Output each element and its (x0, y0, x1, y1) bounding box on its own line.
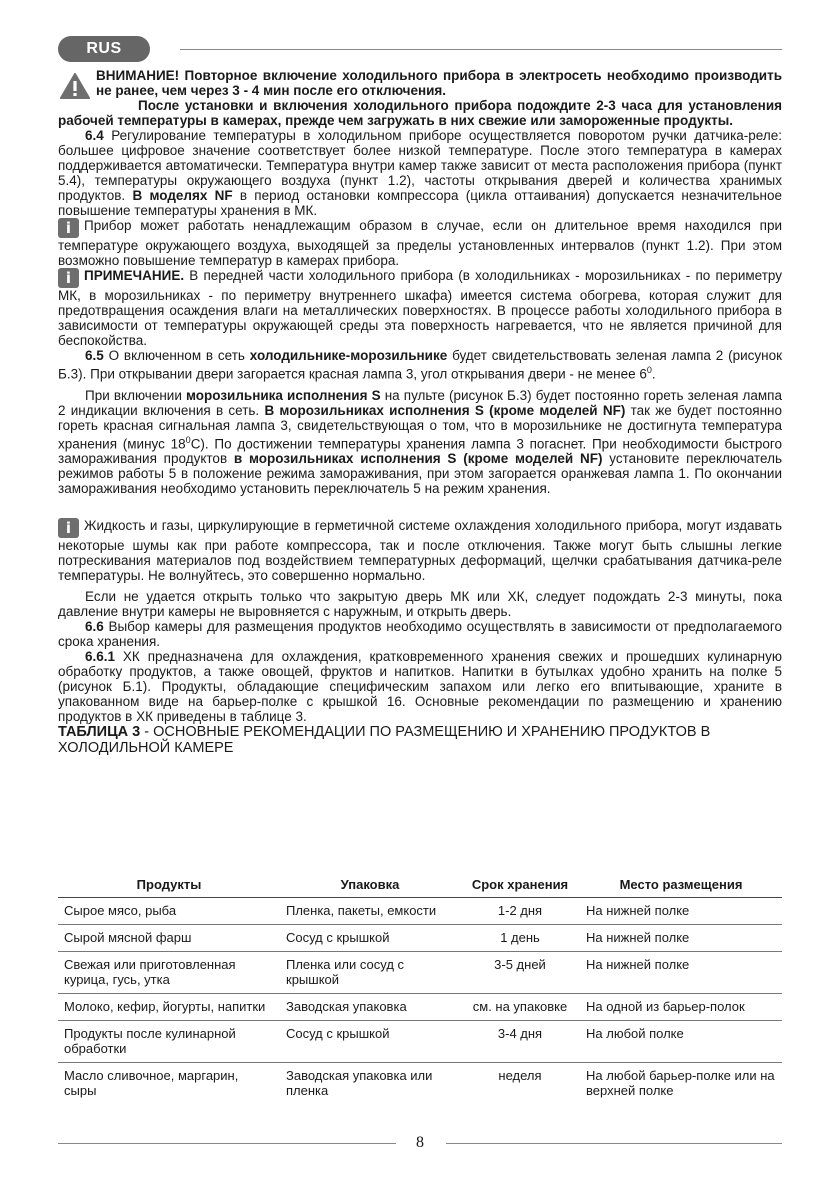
table-row (58, 925, 782, 952)
header-rule (180, 49, 782, 50)
table-row (58, 898, 782, 925)
storage-table (58, 872, 782, 1104)
freezer-paragraph (58, 388, 782, 497)
info-paragraph-1-text: Прибор может работать ненадлежащим образом в случае, если он длительное время находился при температуре окружающего воздуха, выходящей за пределы установленных интервалов (пункт 1.2). При этом возможно повышение температур в камерах прибора. (58, 218, 782, 268)
note-label: ПРИМЕЧАНИЕ. (84, 268, 185, 283)
table-cell: Заводская упаковка или пленка (286, 1068, 433, 1098)
section-6-6-1 (58, 649, 782, 724)
section-6-6-number: 6.6 (85, 619, 104, 634)
footer-rule-right (446, 1143, 782, 1144)
info-icon: i (58, 218, 79, 238)
warning-icon (60, 73, 90, 99)
section-6-6-1-number: 6.6.1 (85, 649, 116, 664)
warning-block (58, 68, 782, 98)
table-row (58, 994, 782, 1021)
table-cell: Пленка или сосуд с крышкой (280, 952, 460, 994)
section-6-6-1-text: ХК предназначена для охлаждения, кратковременного хранения свежих и прошедших кулинарную обработку продуктов, а также овощей, фруктов и напитков. Напитки в бутылках удобно хранить на полке 5 (рисунок Б.1). Продукты, обладающие специфическим запахом или легко его впитывающие, храните в упакованном виде на барьер-полке с крышкой 16. Основные рекомендации по размещению и хранению продуктов в ХК приведены в таблице 3. (58, 649, 782, 724)
table-cell: На любой полке (580, 1021, 782, 1063)
table-caption (58, 724, 782, 756)
degree-sup: 0 (646, 365, 652, 375)
section-6-4-number: 6.4 (85, 128, 104, 143)
info-paragraph-1 (58, 218, 782, 268)
section-6-5-bold: холодильнике-морозильнике (249, 348, 448, 363)
freezer-text-1: При включении (85, 387, 186, 403)
degree-sup: 0 (185, 434, 191, 445)
table-cell: неделя (498, 1068, 542, 1083)
table-row (58, 952, 782, 994)
table-cell: На одной из барьер-полок (580, 994, 782, 1021)
table-cell: На нижней полке (580, 925, 782, 952)
freezer-bold-3: в морозильниках исполнения S (кроме моделей NF) (233, 451, 603, 466)
section-6-5-text-3: . (651, 366, 656, 382)
column-header: Срок хранения (460, 872, 580, 898)
table-cell: Сосуд с крышкой (280, 925, 460, 952)
info-paragraph-2 (58, 518, 782, 583)
table-cell: Продукты после кулинарной обработки (58, 1021, 280, 1063)
section-6-4 (58, 128, 782, 218)
table-header-row (58, 872, 782, 898)
table-cell: Сырое мясо, рыба (58, 898, 280, 925)
note-paragraph (58, 268, 782, 348)
language-badge: RUS (58, 36, 150, 62)
table-cell: Свежая или приготовленная курица, гусь, утка (58, 952, 280, 994)
column-header: Упаковка (280, 872, 460, 898)
table-row (58, 1021, 782, 1063)
column-header: Продукты (58, 872, 280, 898)
freezer-text-4: С). По достижении температуры хранения лампа 3 погаснет. При необходимости быстрого замораживания продуктов (58, 436, 782, 466)
table-cell: На нижней полке (580, 952, 782, 994)
table-cell: Молоко, кефир, йогурты, напитки (58, 994, 280, 1021)
section-6-6-text: Выбор камеры для размещения продуктов необходимо осуществлять в зависимости от предполагаемого срока хранения. (58, 619, 782, 649)
footer (58, 1134, 782, 1154)
table-caption-bold: ТАБЛИЦА 3 (58, 724, 141, 740)
table-cell: 3-5 дней (460, 952, 580, 994)
section-6-6 (58, 619, 782, 649)
section-6-5-text-2: будет свидетельствовать зеленая лампа 2 (рисунок Б.3). При открывании двери загорается красная лампа 3, угол открывания двери - не менее 6 (58, 348, 782, 382)
note-text: В передней части холодильного прибора (в холодильниках - морозильниках - по периметру МК, в морозильниках - по периметру внутреннего шкафа) имеется система обогрева, которая служит для предотвращения осаждения влаги на металлических поверхностях. В процессе работы холодильного прибора в зависимости от температуры окружающей среды эта поверхность нагревается, что не является причиной для беспокойства. (58, 268, 782, 348)
header (58, 36, 782, 62)
section-6-5-text: О включенном в сеть (103, 348, 250, 363)
freezer-text-5: установите переключатель режимов работы 5 в положение режима замораживания, при этом загорается оранжевая лампа 1. По окончании замораживания необходимо установить переключатель 5 на режим хранения. (58, 451, 782, 496)
table-cell: Сосуд с крышкой (280, 1021, 460, 1063)
table-cell: 3-4 дня (460, 1021, 580, 1063)
document-body (58, 68, 782, 756)
info-icon: i (58, 268, 79, 288)
freezer-text-2: на пульте (рисунок Б.3) будет постоянно гореть зеленая лампа 2 индикации включения в сеть. (58, 387, 782, 418)
section-6-4-text: Регулирование температуры в холодильном приборе осуществляется поворотом ручки датчика-реле: большее цифровое значение соответствует более низкой температуре. После этого температура в камерах поддерживается автоматически. Температура внутри камер также зависит от места расположения прибора (пункт 5.4), температуры окружающего воздуха (пункт 1.2), частоты открывания дверей и количества хранимых продуктов. (58, 128, 782, 203)
page-number: 8 (416, 1134, 424, 1151)
info-paragraph-2-text: Жидкость и газы, циркулирующие в герметичной системе охлаждения холодильного прибора, могут издавать некоторые шумы как при работе компрессора, так и после отключения. Также могут быть слышны легкие потрескивания материалов под воздействием температурных деформаций, щелчки срабатывания датчика-реле температуры. Не волнуйтесь, это совершенно нормально. (58, 518, 782, 583)
section-6-4-text-2: в период остановки компрессора (цикла оттаивания) допускается незначительное повышение температуры хранения в МК. (58, 188, 782, 218)
table-cell: На любой барьер-полке или на верхней полке (586, 1068, 775, 1098)
door-paragraph: Если не удается открыть только что закрытую дверь МК или ХК, следует подождать 2-3 минуты, пока давление внутри камеры не выровняется с наружным, и открыть дверь. (58, 589, 782, 619)
table-cell: 1-2 дня (460, 898, 580, 925)
freezer-bold-1: морозильника исполнения S (185, 387, 381, 403)
section-6-4-bold: В моделях NF (132, 188, 233, 203)
table-row (58, 1063, 782, 1105)
table-cell: см. на упаковке (460, 994, 580, 1021)
table-cell: Заводская упаковка (280, 994, 460, 1021)
table-cell: 1 день (460, 925, 580, 952)
table-caption-text: - ОСНОВНЫЕ РЕКОМЕНДАЦИИ ПО РАЗМЕЩЕНИЮ И ХРАНЕНИЮ ПРОДУКТОВ В ХОЛОДИЛЬНОЙ КАМЕРЕ (58, 724, 711, 756)
info-icon: i (58, 518, 79, 538)
table-cell: Сырой мясной фарш (58, 925, 280, 952)
table-cell: Пленка, пакеты, емкости (280, 898, 460, 925)
table-cell: На нижней полке (580, 898, 782, 925)
column-header: Место размещения (580, 872, 782, 898)
section-6-5-number: 6.5 (85, 348, 104, 363)
table-cell: Масло сливочное, маргарин, сыры (64, 1068, 239, 1098)
warning-line-2: После установки и включения холодильного прибора подождите 2-3 часа для установления рабочей температуры в камерах, прежде чем загружать в них свежие или замороженные продукты. (58, 98, 782, 128)
section-6-5 (58, 348, 782, 382)
warning-line-1: ВНИМАНИЕ! Повторное включение холодильного прибора в электросеть необходимо производить не ранее, чем через 3 - 4 мин после его отключения. (96, 68, 782, 98)
freezer-text-3: так же будет постоянно гореть красная сигнальная лампа 3, свидетельствующая о том, что в морозильнике не достигнута температура хранения (минус 18 (58, 402, 783, 451)
freezer-bold-2: В морозильниках исполнения S (кроме моделей NF) (264, 402, 626, 418)
